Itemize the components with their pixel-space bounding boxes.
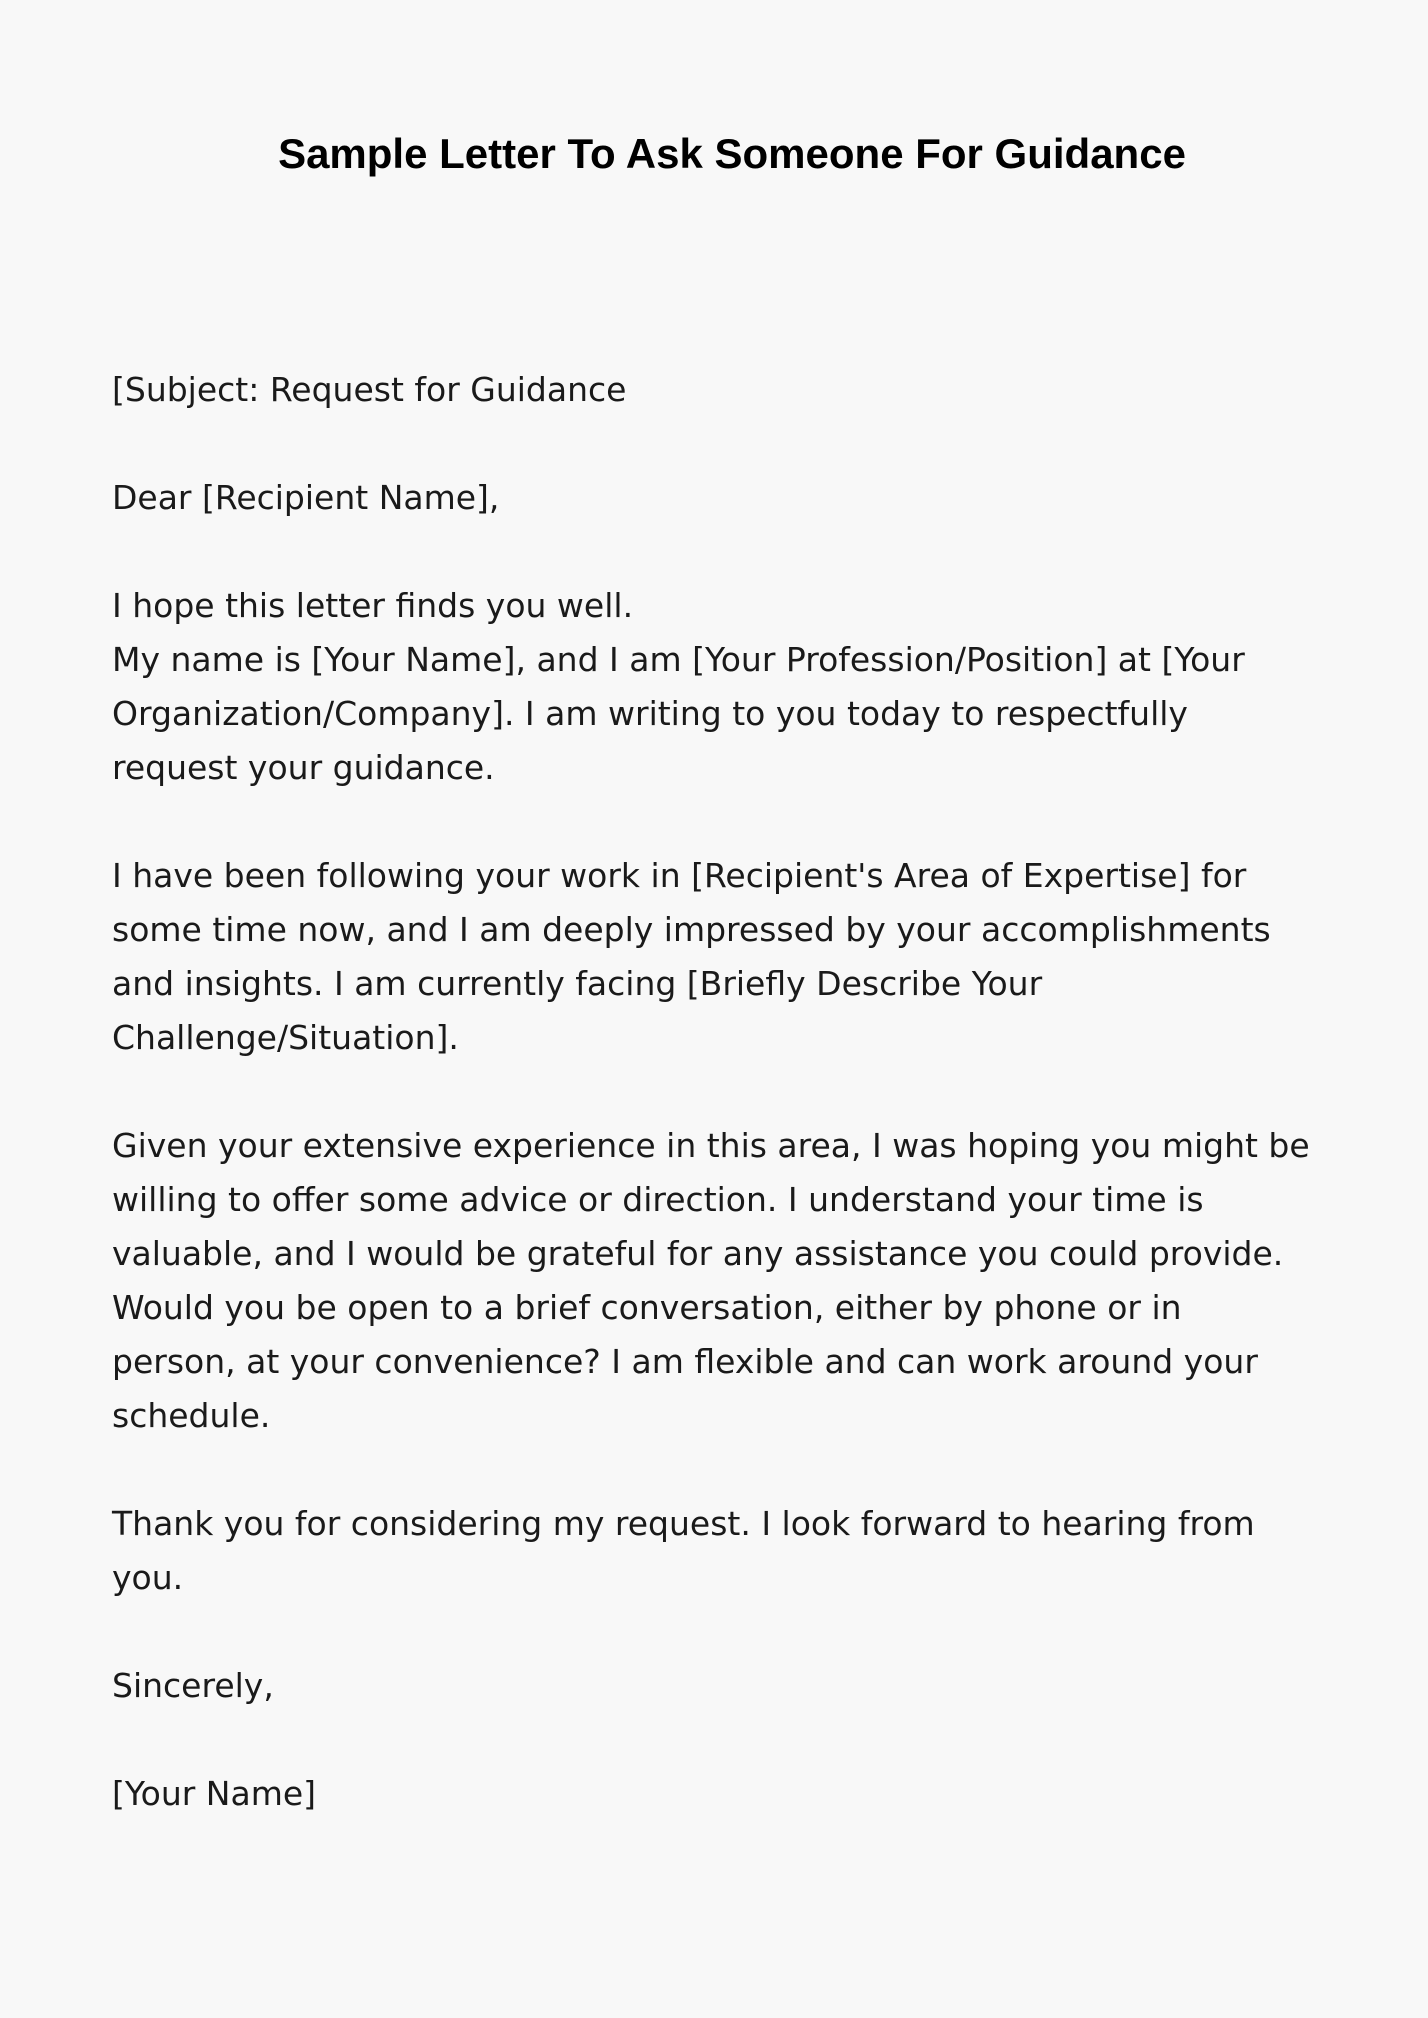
paragraph-line: willing to offer some advice or direction. I understand your time is [112,1180,1204,1219]
letter-paragraph-4 [112,1497,1352,1605]
subject-line: [Subject: Request for Guidance [112,370,627,409]
paragraph-line: Organization/Company]. I am writing to you today to respectfully [112,694,1188,733]
paragraph-line: schedule. [112,1396,271,1435]
paragraph-line: person, at your convenience? I am flexible and can work around your [112,1342,1258,1381]
paragraph-line: you. [112,1558,184,1597]
letter-signature [112,1767,1352,1821]
letter-salutation [112,471,1352,525]
letter-closing [112,1659,1352,1713]
paragraph-line: and insights. I am currently facing [Briefly Describe Your [112,964,1043,1003]
paragraph-line: valuable, and I would be grateful for any assistance you could provide. [112,1234,1284,1273]
letter-paragraph-3 [112,1119,1352,1443]
paragraph-line: I hope this letter finds you well. [112,586,634,625]
salutation-line: Dear [Recipient Name], [112,478,500,517]
paragraph-line: Would you be open to a brief conversation, either by phone or in [112,1288,1182,1327]
closing-line: Sincerely, [112,1666,274,1705]
paragraph-line: Challenge/Situation]. [112,1018,459,1057]
paragraph-line: request your guidance. [112,748,495,787]
letter-subject [112,363,1352,417]
paragraph-line: some time now, and I am deeply impressed by your accomplishments [112,910,1271,949]
letter-paragraph-2 [112,849,1352,1065]
letter-title: Sample Letter To Ask Someone For Guidance [278,130,1186,177]
letter-paragraph-intro [112,579,1352,795]
paragraph-line: Thank you for considering my request. I look forward to hearing from [112,1504,1255,1543]
paragraph-line: I have been following your work in [Recipient's Area of Expertise] for [112,856,1247,895]
paragraph-line: My name is [Your Name], and I am [Your Profession/Position] at [Your [112,640,1245,679]
signature-line: [Your Name] [112,1774,317,1813]
paragraph-line: Given your extensive experience in this area, I was hoping you might be [112,1126,1310,1165]
